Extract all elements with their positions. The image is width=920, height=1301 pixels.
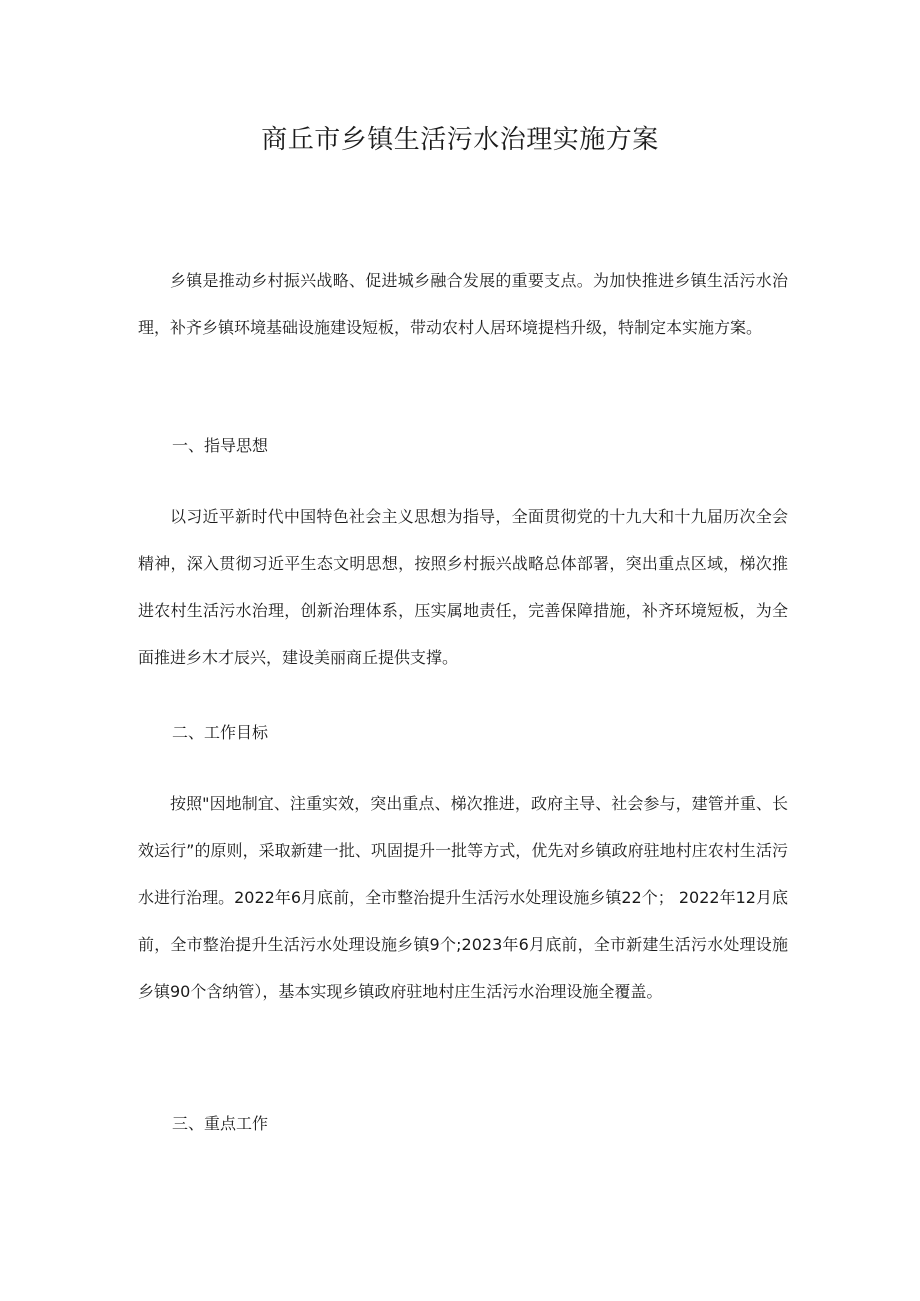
- section-heading-guiding-thought: 一、指导思想: [172, 436, 269, 455]
- section-body-guiding-thought: 以习近平新时代中国特色社会主义思想为指导，全面贯彻党的十九大和十九届历次全会精神，深入贯彻习近平生态文明思想，按照乡村振兴战略总体部署，突出重点区域，梯次推进农村生活污水治理，创新治理体系，压实属地责任，完善保障措施，补齐环境短板，为全面推进乡木才辰兴，建设美丽商丘提供支撑。: [138, 507, 788, 667]
- document-title: 商丘市乡镇生活污水治理实施方案: [261, 125, 659, 155]
- section-heading-key-work: 三、重点工作: [172, 1114, 269, 1133]
- section-body-work-goals: 按照"因地制宜、注重实效，突出重点、梯次推进，政府主导、社会参与，建管并重、长效运行”的原则，采取新建一批、巩固提升一批等方式，优先对乡镇政府驻地村庄农村生活污水进行治理。2022年6月底前，全市整治提升生活污水处理设施乡镇22个； 2022年12月底前，全市整治提升生活污水处理设施乡镇9个;2023年6月底前，全市新建生活污水处理设施乡镇90个含纳管），基本实现乡镇政府驻地村庄生活污水治理设施全覆盖。: [138, 794, 788, 1001]
- intro-paragraph: 乡镇是推动乡村振兴战略、促进城乡融合发展的重要支点。为加快推进乡镇生活污水治理，补齐乡镇环境基础设施建设短板，带动农村人居环境提档升级，特制定本实施方案。: [138, 271, 788, 337]
- section-heading-work-goals: 二、工作目标: [172, 723, 269, 742]
